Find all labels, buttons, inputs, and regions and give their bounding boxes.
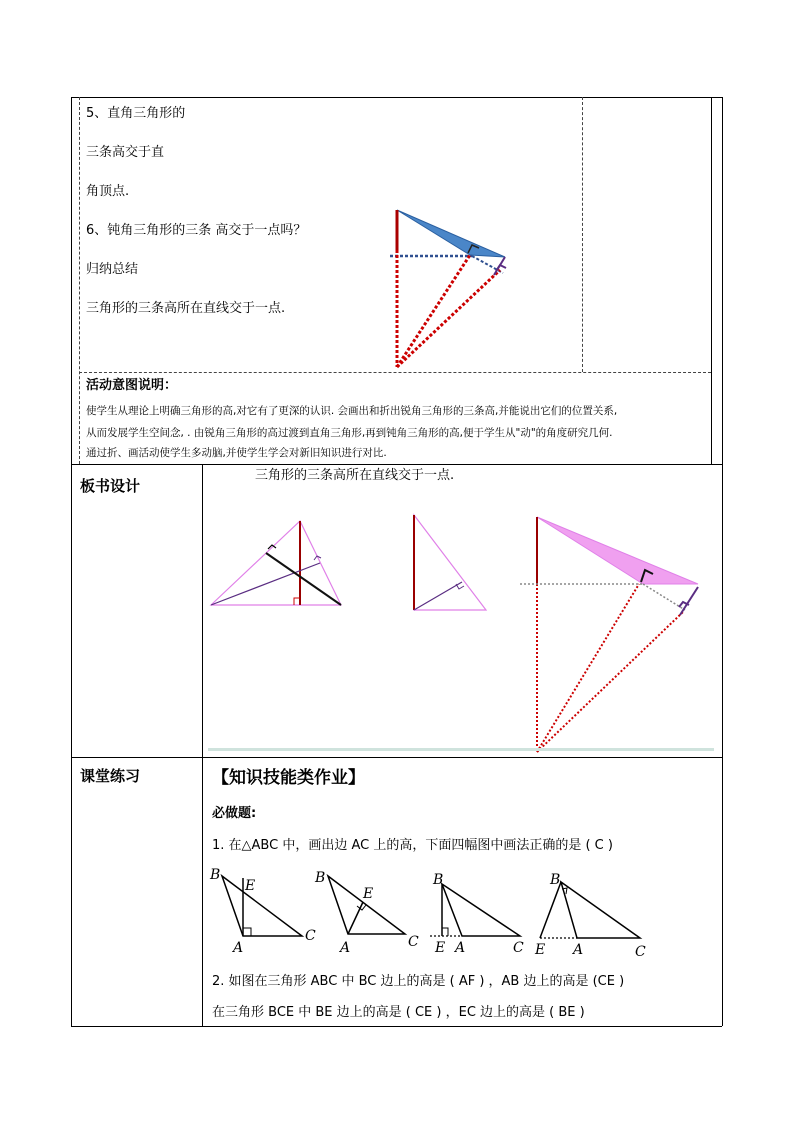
dashed-mid xyxy=(582,97,583,372)
svg-text:C: C xyxy=(408,934,419,950)
fig1-E: E xyxy=(245,878,256,894)
practice-section-title: 【知识技能类作业】 xyxy=(212,768,365,788)
svg-text:B: B xyxy=(433,872,444,888)
svg-text:A: A xyxy=(340,940,351,956)
text-line-1: 5、直角三角形的 xyxy=(86,106,186,121)
svg-text:E: E xyxy=(363,886,374,902)
table-row-divider-1 xyxy=(71,464,722,465)
svg-text:B: B xyxy=(550,872,561,888)
table-inner-right-line xyxy=(711,97,712,464)
red-dotted-3 xyxy=(397,270,500,367)
question-2: 2. 如图在三角形 ABC 中 BC 边上的高是 ( AF ) ，AB 边上的高是 (CE ) xyxy=(212,974,625,989)
dotted-ext xyxy=(472,256,503,273)
intent-title: 活动意图说明： xyxy=(86,378,178,393)
svg-text:B: B xyxy=(315,870,326,886)
practice-label: 课堂练习 xyxy=(80,767,141,785)
question-1: 1. 在△ABC 中，画出边 AC 上的高，下面四幅图中画法正确的是 ( C ) xyxy=(212,838,613,853)
text-line-2: 三条高交于直 xyxy=(86,145,165,160)
table-row-divider-2 xyxy=(71,757,722,758)
text-line-3: 角顶点. xyxy=(86,184,130,199)
svg-text:A: A xyxy=(573,942,584,958)
board-bottom-rule xyxy=(208,748,714,751)
required-label: 必做题: xyxy=(212,806,257,821)
table-bottom-border xyxy=(71,1026,722,1027)
right-triangle-figure xyxy=(400,510,495,620)
table-top-border xyxy=(71,97,722,98)
intent-line-2: 从而发展学生空间念, . 由锐角三角形的高过渡到直角三角形,再到钝角三角形的高,便于学生从"动"的角度研究几何. xyxy=(86,427,613,439)
red-dotted-2 xyxy=(397,255,470,367)
fig-1 xyxy=(209,867,316,956)
label-column-divider xyxy=(202,464,203,1026)
obtuse-triangle-figure xyxy=(380,205,520,375)
fig1-A: A xyxy=(233,940,244,956)
fig1-B: B xyxy=(210,867,221,883)
intent-line-1: 使学生从理论上明确三角形的高,对它有了更深的认识. 会画出和折出锐角三角形的三条高,并能说出它们的位置关系, xyxy=(86,405,618,417)
blue-triangle xyxy=(397,210,505,257)
svg-text:C: C xyxy=(513,940,524,956)
text-line-4: 6、钝角三角形的三条 高交于一点吗？ xyxy=(86,223,307,238)
board-title: 三角形的三条高所在直线交于一点. xyxy=(255,468,455,483)
text-line-5: 归纳总结 xyxy=(86,262,139,277)
large-obtuse-triangle-figure xyxy=(515,512,710,757)
svg-text:E: E xyxy=(535,942,546,958)
svg-text:C: C xyxy=(635,944,646,960)
acute-triangle-figure xyxy=(208,515,348,615)
board-label: 板书设计 xyxy=(80,477,141,495)
table-right-border xyxy=(722,97,723,1026)
svg-text:A: A xyxy=(455,940,466,956)
table-left-border xyxy=(71,97,72,1026)
altitude-1 xyxy=(211,563,320,605)
svg-text:E: E xyxy=(435,940,446,956)
dashed-left xyxy=(79,97,80,464)
intent-line-3: 通过折、画活动使学生多动脑,并使学生学会对新旧知识进行对比. xyxy=(86,447,387,459)
fig-2 xyxy=(314,870,419,956)
text-line-6: 三角形的三条高所在直线交于一点. xyxy=(86,301,286,316)
fig1-C: C xyxy=(305,928,316,944)
fig-3 xyxy=(430,872,524,956)
question-3: 在三角形 BCE 中 BE 边上的高是 ( CE ) ，EC 边上的高是 ( BE ) xyxy=(212,1005,585,1020)
fig-4 xyxy=(534,872,646,960)
q1-figures xyxy=(205,864,655,964)
